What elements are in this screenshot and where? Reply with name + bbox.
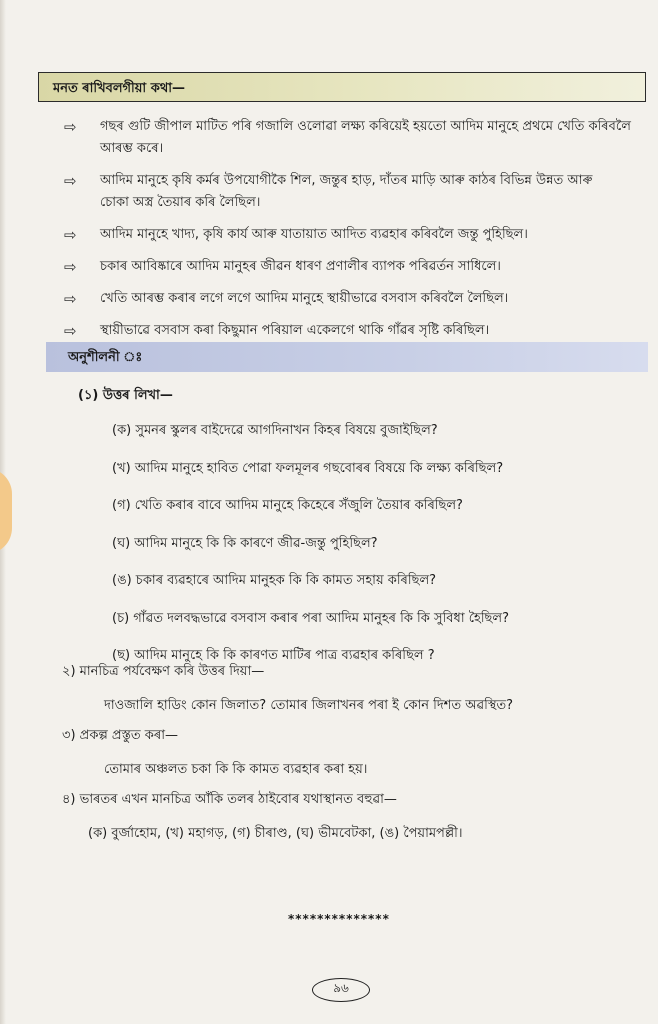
question-1-list [112,420,632,683]
practice-section-title: অনুশীলনী ঃ [68,350,143,365]
key-point-text: স্থায়ীভাৱে বসবাস কৰা কিছুমান পৰিয়াল একেলগে থাকি গাঁৱৰ সৃষ্টি কৰিছিল। [100,323,490,338]
question-1-item: (চ) গাঁৱত দলবদ্ধভাৱে বসবাস কৰাৰ পৰা আদিম মানুহৰ কি কি সুবিধা হৈছিল? [112,610,509,626]
key-point-3 [64,224,644,246]
practice-section-header [46,342,648,372]
key-point-5 [64,288,644,310]
question-1-item: (ঙ) চকাৰ ব্যৱহাৰে আদিম মানুহক কি কি কামত সহায় কৰিছিল? [112,573,437,588]
remember-section-header [38,72,646,102]
question-4-body: (ক) বুৰ্জাহোম, (খ) মহাগড়, (গ) চীৰাণ্ড, (ঘ) ভীমবেটকা, (ঙ) পৈয়ামপল্লী। [88,826,463,841]
arrow-right-icon: ⇨ [64,322,77,340]
key-point-text: খেতি আৰম্ভ কৰাৰ লগে লগে আদিম মানুহে স্থায়ীভাৱে বসবাস কৰিবলৈ লৈছিল। [100,291,509,306]
key-point-text-cont: আৰম্ভ কৰে। [100,141,164,156]
key-points-list [64,116,644,352]
key-point-4 [64,256,644,278]
key-point-text: আদিম মানুহে খাদ্য, কৃষি কাৰ্য আৰু যাতায়াত আদিত ব্যৱহাৰ কৰিবলৈ জন্তু পুহিছিল। [100,227,528,242]
question-3-body: তোমাৰ অঞ্চলত চকা কি কি কামত ব্যৱহাৰ কৰা হয়। [104,762,368,777]
key-point-6 [64,320,644,342]
key-point-text: গছৰ গুটি জীপাল মাটিত পৰি গজালি ওলোৱা লক্ষ্য কৰিয়েই হয়তো আদিম মানুহে প্ৰথমে খেতি কৰিবলৈ [100,119,631,134]
remember-section-title: মনত ৰাখিবলগীয়া কথা— [53,81,186,96]
page-number-text: ৯৬ [333,981,349,995]
page-number [312,978,370,1002]
question-1-item: (ক) সুমনৰ স্কুলৰ বাইদেৱে আগদিনাখন কিহৰ বিষয়ে বুজাইছিল? [112,423,438,438]
arrow-right-icon: ⇨ [64,258,77,276]
question-3-title: ৩) প্ৰকল্প প্ৰস্তুত কৰা— [62,728,178,743]
question-1-item: (খ) আদিম মানুহে হাবিত পোৱা ফলমূলৰ গছবোৰৰ বিষয়ে কি লক্ষ্য কৰিছিল? [112,460,504,476]
section-divider-stars: ************** [288,912,390,926]
question-1-title: (১) উত্তৰ লিখা— [78,388,173,403]
key-point-text: চকাৰ আবিষ্কাৰে আদিম মানুহৰ জীৱন ধাৰণ প্ৰণালীৰ ব্যাপক পৰিৱৰ্তন সাধিলে। [100,259,501,274]
arrow-right-icon: ⇨ [64,118,77,136]
page-tab-marker [0,468,12,554]
question-4-title: ৪) ভাৰতৰ এখন মানচিত্ৰ আঁকি তলৰ ঠাইবোৰ যথাস্থানত বহুৱা— [62,792,397,807]
key-point-text: আদিম মানুহে কৃষি কৰ্মৰ উপযোগীকৈ শিল, জন্তুৰ হাড়, দাঁতৰ মাড়ি আৰু কাঠৰ বিভিন্ন উন্নত আৰু [100,173,593,188]
key-point-1 [64,116,644,160]
question-1-item: (ছ) আদিম মানুহে কি কি কাৰণত মাটিৰ পাত্ৰ ব্যৱহাৰ কৰিছিল ? [112,648,435,663]
key-point-2 [64,170,644,214]
question-1-item: (গ) খেতি কৰাৰ বাবে আদিম মানুহে কিহেৰে সঁজুলি তৈয়াৰ কৰিছিল? [112,498,463,513]
arrow-right-icon: ⇨ [64,226,77,244]
question-2-body: দাওজালি হাডিং কোন জিলাত? তোমাৰ জিলাখনৰ পৰা ই কোন দিশত অৱস্থিত? [104,698,514,713]
key-point-text-cont: চোকা অস্ত্ৰ তৈয়াৰ কৰি লৈছিল। [100,195,261,210]
arrow-right-icon: ⇨ [64,290,77,308]
arrow-right-icon: ⇨ [64,172,77,190]
question-1-item: (ঘ) আদিম মানুহে কি কি কাৰণে জীৱ-জন্তু পুহিছিল? [112,535,378,551]
question-2-title: ২) মানচিত্ৰ পৰ্যবেক্ষণ কৰি উত্তৰ দিয়া— [62,664,265,679]
